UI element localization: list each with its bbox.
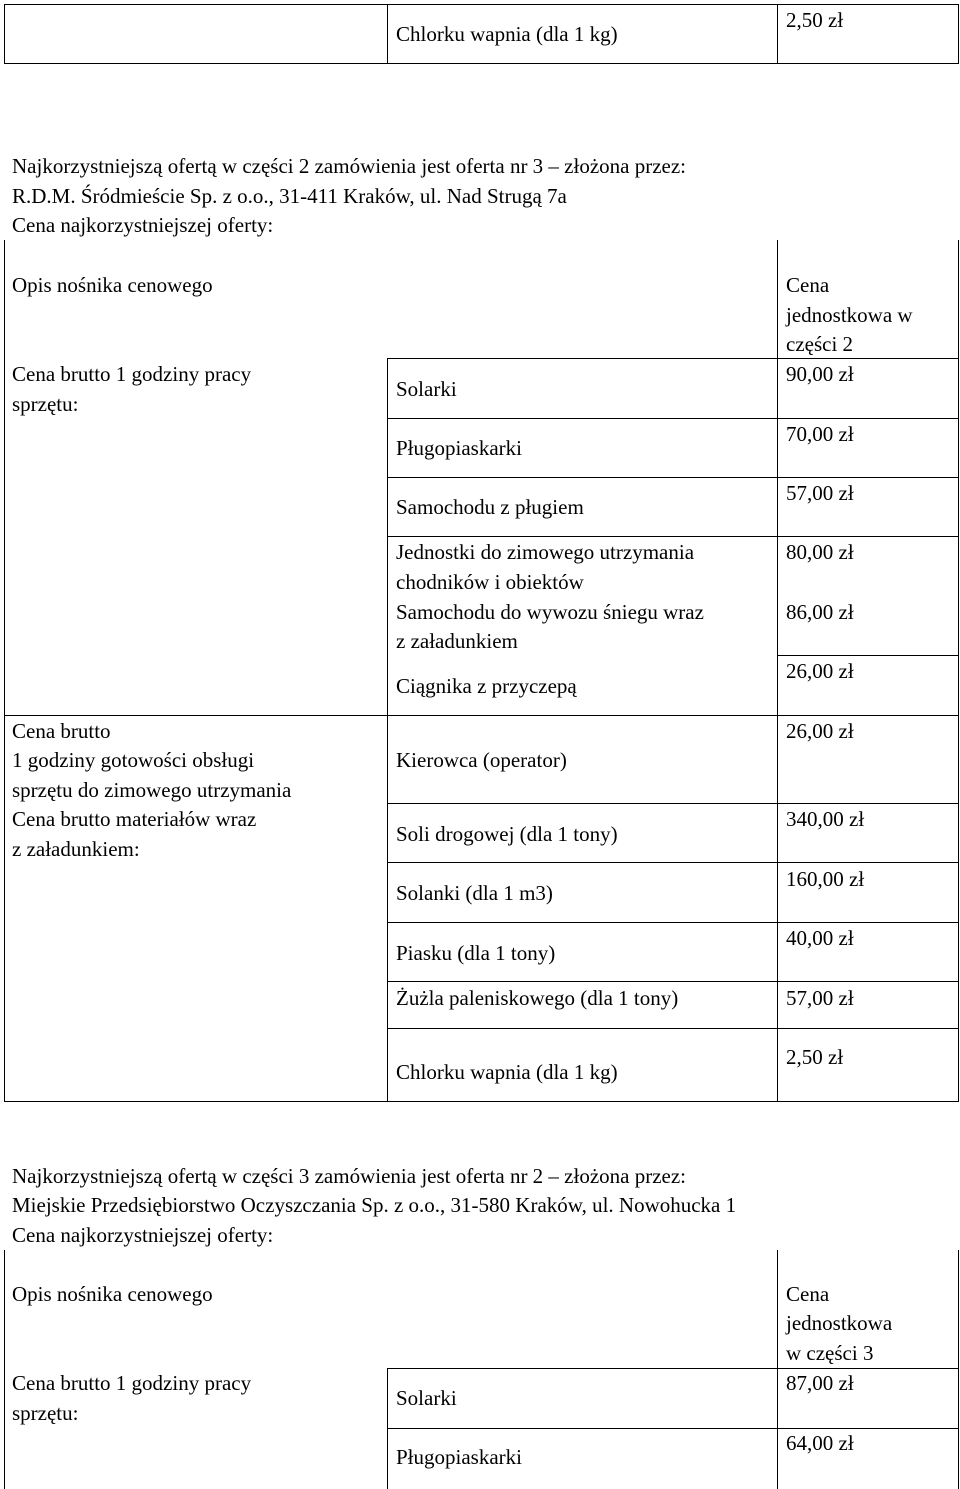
item-name: chodników i obiektów bbox=[396, 570, 584, 594]
group-label-materials: z załadunkiem: bbox=[12, 837, 140, 861]
item-price: 26,00 zł bbox=[786, 659, 854, 683]
item-price: 70,00 zł bbox=[786, 422, 854, 446]
item-name: Soli drogowej (dla 1 tony) bbox=[396, 822, 618, 846]
table-border bbox=[387, 477, 778, 478]
item-name: Samochodu z pługiem bbox=[396, 495, 584, 519]
table-border bbox=[777, 1250, 778, 1489]
table-border bbox=[387, 803, 778, 804]
table-border bbox=[387, 358, 388, 1102]
item-name: Pługopiaskarki bbox=[396, 436, 522, 460]
part2-intro-line2: R.D.M. Śródmieście Sp. z o.o., 31-411 Kraków, ul. Nad Strugą 7a bbox=[12, 184, 567, 208]
header-description: Opis nośnika cenowego bbox=[12, 273, 213, 297]
item-price: 2,50 zł bbox=[786, 8, 844, 32]
item-name: z załadunkiem bbox=[396, 629, 518, 653]
part2-intro-line1: Najkorzystniejszą ofertą w części 2 zamówienia jest oferta nr 3 – złożona przez: bbox=[12, 154, 687, 178]
table-border bbox=[4, 4, 5, 64]
table-border bbox=[387, 922, 778, 923]
table-border bbox=[387, 536, 778, 537]
group-label-standby: Cena brutto bbox=[12, 719, 111, 743]
table-border bbox=[387, 4, 388, 64]
item-price: 40,00 zł bbox=[786, 926, 854, 950]
header-price-line: Cena bbox=[786, 273, 830, 297]
table-border bbox=[4, 1250, 5, 1489]
header-price-line: w części 3 bbox=[786, 1341, 874, 1365]
table-border bbox=[777, 536, 959, 537]
item-name: Jednostki do zimowego utrzymania bbox=[396, 540, 695, 564]
group-label-work: Cena brutto 1 godziny pracy bbox=[12, 1371, 252, 1395]
table-border bbox=[777, 1028, 959, 1029]
table-border bbox=[4, 715, 388, 716]
item-name: Solanki (dla 1 m3) bbox=[396, 881, 553, 905]
table-border bbox=[777, 4, 778, 64]
group-label-standby: 1 godziny gotowości obsługi bbox=[12, 748, 255, 772]
part3-intro-line3: Cena najkorzystniejszej oferty: bbox=[12, 1223, 274, 1247]
item-name: Chlorku wapnia (dla 1 kg) bbox=[396, 1060, 618, 1084]
table-border bbox=[4, 1101, 959, 1102]
table-border bbox=[387, 1368, 959, 1369]
item-name: Solarki bbox=[396, 1386, 457, 1410]
part2-intro-line3: Cena najkorzystniejszej oferty: bbox=[12, 213, 274, 237]
table-border bbox=[387, 862, 778, 863]
table-border bbox=[387, 1428, 959, 1429]
table-border bbox=[958, 4, 959, 64]
item-name: Żużla paleniskowego (dla 1 tony) bbox=[396, 986, 679, 1010]
item-price: 160,00 zł bbox=[786, 867, 865, 891]
table-border bbox=[387, 358, 778, 359]
table-border bbox=[958, 240, 959, 1102]
table-border bbox=[777, 477, 959, 478]
group-label-work: sprzętu: bbox=[12, 1401, 79, 1425]
table-border bbox=[4, 63, 959, 64]
table-border bbox=[777, 240, 778, 1102]
item-price: 57,00 zł bbox=[786, 481, 854, 505]
table-border bbox=[387, 1028, 778, 1029]
item-price: 64,00 zł bbox=[786, 1431, 854, 1455]
group-label-standby: sprzętu do zimowego utrzymania bbox=[12, 778, 292, 802]
table-border bbox=[777, 715, 959, 716]
table-border bbox=[777, 922, 959, 923]
group-label-work: Cena brutto 1 godziny pracy bbox=[12, 362, 252, 386]
item-name: Piasku (dla 1 tony) bbox=[396, 941, 556, 965]
table-border bbox=[958, 1250, 959, 1489]
table-border bbox=[4, 4, 959, 5]
item-price: 26,00 zł bbox=[786, 719, 854, 743]
item-price: 86,00 zł bbox=[786, 600, 854, 624]
table-border bbox=[777, 418, 959, 419]
table-border bbox=[387, 715, 778, 716]
table-border bbox=[387, 418, 778, 419]
item-price: 2,50 zł bbox=[786, 1045, 844, 1069]
item-name: Chlorku wapnia (dla 1 kg) bbox=[396, 22, 618, 46]
part3-intro-line1: Najkorzystniejszą ofertą w części 3 zamówienia jest oferta nr 2 – złożona przez: bbox=[12, 1164, 687, 1188]
item-name: Ciągnika z przyczepą bbox=[396, 674, 577, 698]
part3-intro-line2: Miejskie Przedsiębiorstwo Oczyszczania Sp. z o.o., 31-580 Kraków, ul. Nowohucka 1 bbox=[12, 1193, 737, 1217]
header-price-line: części 2 bbox=[786, 332, 854, 356]
item-name: Samochodu do wywozu śniegu wraz bbox=[396, 600, 704, 624]
group-label-materials: Cena brutto materiałów wraz bbox=[12, 807, 257, 831]
item-name: Solarki bbox=[396, 377, 457, 401]
table-border bbox=[4, 240, 5, 1102]
header-price-line: jednostkowa w bbox=[786, 303, 913, 327]
item-name: Kierowca (operator) bbox=[396, 748, 567, 772]
header-price-line: jednostkowa bbox=[786, 1311, 893, 1335]
item-price: 80,00 zł bbox=[786, 540, 854, 564]
table-border bbox=[777, 981, 959, 982]
table-border bbox=[387, 981, 778, 982]
group-label-work: sprzętu: bbox=[12, 392, 79, 416]
item-price: 340,00 zł bbox=[786, 807, 865, 831]
table-border bbox=[777, 803, 959, 804]
item-price: 90,00 zł bbox=[786, 362, 854, 386]
item-name: Pługopiaskarki bbox=[396, 1445, 522, 1469]
header-description: Opis nośnika cenowego bbox=[12, 1282, 213, 1306]
table-border bbox=[777, 862, 959, 863]
item-price: 57,00 zł bbox=[786, 986, 854, 1010]
table-border bbox=[777, 655, 959, 656]
header-price-line: Cena bbox=[786, 1282, 830, 1306]
item-price: 87,00 zł bbox=[786, 1371, 854, 1395]
